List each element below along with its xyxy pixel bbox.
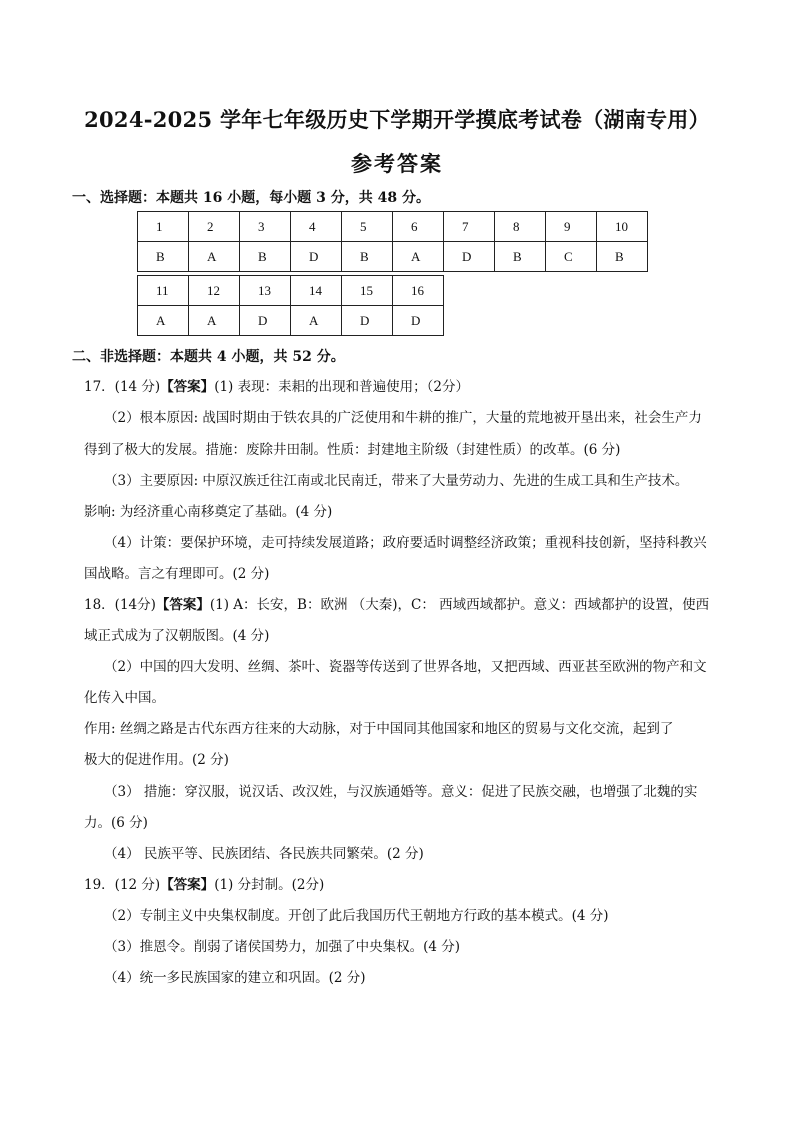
- table-cell: 1: [138, 212, 189, 242]
- table-cell: 12: [189, 276, 240, 306]
- q18-line: (1) A：长安，B：欧洲 （大秦)，C： 西域西域都护。意义：西域都护的设置，使西: [209, 597, 710, 613]
- q18-line: 力。(6 分): [84, 815, 148, 831]
- table-cell: B: [342, 242, 393, 272]
- table-cell: A: [189, 242, 240, 272]
- q17-line: （3）主要原因: 中原汉族迁往江南或北民南迁，带来了大量劳动力、先进的生成工具和生产技术。: [104, 473, 689, 489]
- q19-number: 19．(12 分): [84, 877, 161, 893]
- q19-first-line: [84, 875, 324, 895]
- q17-line: （2）根本原因: 战国时期由于铁农具的广泛使用和牛耕的推广，大量的荒地被开垦出来，社会生产力: [104, 410, 702, 426]
- answer-table-2: [137, 275, 444, 336]
- table-row-numbers-1: [138, 212, 648, 242]
- table-cell: D: [342, 306, 393, 336]
- q18-line: 域正式成为了汉朝版图。(4 分): [84, 628, 270, 644]
- table-cell: D: [240, 306, 291, 336]
- table-cell: C: [546, 242, 597, 272]
- table-cell: 16: [393, 276, 444, 306]
- q19-line: (1) 分封制。(2分): [214, 877, 325, 893]
- q18-first-line: [84, 595, 709, 615]
- table-cell: D: [444, 242, 495, 272]
- table-cell: 9: [546, 212, 597, 242]
- q18-line: （2）中国的四大发明、丝绸、茶叶、瓷器等传送到了世界各地，又把西域、西亚甚至欧洲的物产和文: [104, 659, 707, 675]
- table-cell: 8: [495, 212, 546, 242]
- q18-line: 化传入中国。: [84, 690, 165, 706]
- document-subtitle: 参考答案: [351, 151, 443, 176]
- q17-line: （4）计策：要保护环境，走可持续发展道路；政府要适时调整经济政策；重视科技创新，坚持科教兴: [104, 535, 707, 551]
- table-cell: 3: [240, 212, 291, 242]
- table-cell: 7: [444, 212, 495, 242]
- q17-line: 影响: 为经济重心南移奠定了基础。(4 分): [84, 504, 333, 520]
- table-cell: B: [597, 242, 648, 272]
- q18-line: 作用: 丝绸之路是古代东西方往来的大动脉，对于中国同其他国家和地区的贸易与文化交流，起到了: [84, 721, 674, 737]
- q18-line: （4） 民族平等、民族团结、各民族共同繁荣。(2 分): [104, 846, 424, 862]
- q18-line: （3） 措施：穿汉服，说汉话、改汉姓，与汉族通婚等。意义：促进了民族交融，也增强了北魏的实: [104, 784, 698, 800]
- q17-line: 国战略。言之有理即可。(2 分): [84, 566, 270, 582]
- table-cell: B: [240, 242, 291, 272]
- document-title: 2024-2025 学年七年级历史下学期开学摸底考试卷（湖南专用）: [84, 107, 710, 132]
- q17-answer-tag: 【答案】: [160, 379, 215, 395]
- table-cell: D: [393, 306, 444, 336]
- table-cell: 5: [342, 212, 393, 242]
- table-row-numbers-2: [138, 276, 444, 306]
- q17-number: 17．(14 分): [84, 379, 161, 395]
- table-cell: A: [393, 242, 444, 272]
- section-1-heading: 一、选择题：本题共 16 小题，每小题 3 分，共 48 分。: [72, 190, 430, 206]
- table-cell: B: [138, 242, 189, 272]
- q18-answer-tag: 【答案】: [155, 597, 210, 613]
- table-cell: A: [138, 306, 189, 336]
- section-2-heading: 二、非选择题：本题共 4 小题，共 52 分。: [72, 349, 345, 365]
- q17-line: (1) 表现：耒耜的出现和普遍使用；（2分）: [214, 379, 469, 395]
- table-cell: A: [189, 306, 240, 336]
- q17-line: 得到了极大的发展。措施：废除井田制。性质：封建地主阶级（封建性质）的改革。(6 分): [84, 442, 621, 458]
- table-cell: 14: [291, 276, 342, 306]
- table-row-answers-1: [138, 242, 648, 272]
- table-cell: A: [291, 306, 342, 336]
- q19-line: （4）统一多民族国家的建立和巩固。(2 分): [104, 970, 366, 986]
- q19-answer-tag: 【答案】: [160, 877, 215, 893]
- table-cell: 4: [291, 212, 342, 242]
- table-cell: 2: [189, 212, 240, 242]
- table-cell: D: [291, 242, 342, 272]
- table-cell: 13: [240, 276, 291, 306]
- answer-table-1: [137, 211, 648, 272]
- q19-line: （3）推恩令。削弱了诸侯国势力，加强了中央集权。(4 分): [104, 939, 461, 955]
- table-cell: 6: [393, 212, 444, 242]
- table-row-answers-2: [138, 306, 444, 336]
- table-cell: 15: [342, 276, 393, 306]
- table-cell: 11: [138, 276, 189, 306]
- q18-number: 18．(14分): [84, 597, 156, 613]
- q19-line: （2）专制主义中央集权制度。开创了此后我国历代王朝地方行政的基本模式。(4 分): [104, 908, 609, 924]
- table-cell: B: [495, 242, 546, 272]
- table-cell: 10: [597, 212, 648, 242]
- q18-line: 极大的促进作用。(2 分): [84, 752, 229, 768]
- q17-first-line: [84, 377, 469, 397]
